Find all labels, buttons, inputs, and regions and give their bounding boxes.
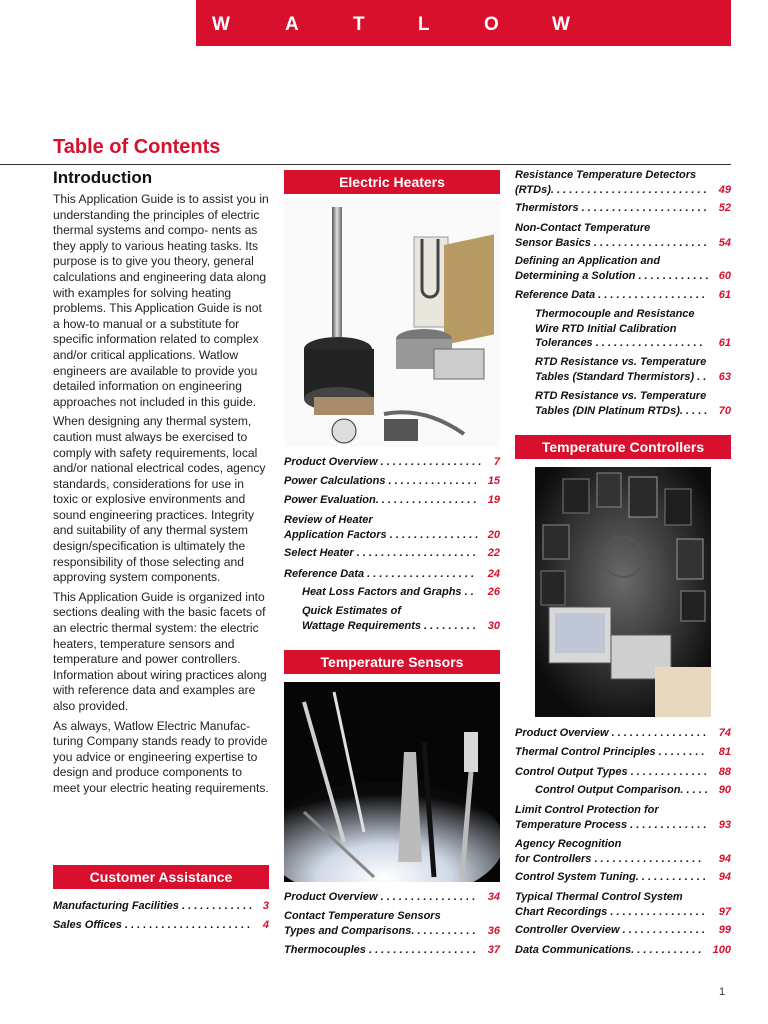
toc-entry[interactable]: Controller Overview . . . . . . . . . . . . . . 99 [515,924,731,936]
toc-entry[interactable]: Control Output Comparison. . . . . 90 [535,784,731,796]
toc-entry[interactable]: Select Heater . . . . . . . . . . . . . . . . . . . . 22 [284,547,500,559]
toc-entry[interactable]: Contact Temperature Sensors Types and Comparisons. . . . . . . . . . . 36 [284,910,500,937]
toc-entry[interactable]: Manufacturing Facilities . . . . . . . . . . . . 3 [53,900,269,912]
toc-entry[interactable]: Product Overview . . . . . . . . . . . . . . . . . 7 [284,456,500,468]
toc-entry[interactable]: Thermistors . . . . . . . . . . . . . . . . . . . . . 52 [515,202,731,214]
brand-letter: A [285,14,299,35]
toc-entry[interactable]: Limit Control Protection for Temperature Process . . . . . . . . . . . . . 93 [515,804,731,831]
toc-entry[interactable]: RTD Resistance vs. Temperature Tables (DIN Platinum RTDs). . . . . 70 [535,390,731,417]
brand-letter: W [552,14,570,35]
toc-entry[interactable]: RTD Resistance vs. Temperature Tables (Standard Thermistors) . . 63 [535,356,731,383]
temperature-sensors-photo [284,682,500,882]
brand-letter: L [418,14,430,35]
toc-entry[interactable]: Review of Heater Application Factors . . . . . . . . . . . . . . . 20 [284,514,500,541]
intro-paragraph: When designing any thermal system, caution must always be exercised to comply with safety requirements, local and/or national electrical codes, agency standards, considerations for use in toxic or explosive environments and sound engineering practices. Integrity and suitability of any thermal system design/specification is ultimately the responsibility of those selecting and approving system components. [53,414,266,585]
toc-entry[interactable]: Power Calculations . . . . . . . . . . . . . . . 15 [284,475,500,487]
toc-entry[interactable]: Product Overview . . . . . . . . . . . . . . . . 34 [284,891,500,903]
toc-entry[interactable]: Resistance Temperature Detectors (RTDs). . . . . . . . . . . . . . . . . . . . . . . . . . 49 [515,169,731,196]
electric-heaters-photo [284,199,500,447]
title-divider [0,164,731,165]
temperature-controllers-photo [535,467,711,717]
intro-text [53,192,271,801]
toc-entry[interactable]: Reference Data . . . . . . . . . . . . . . . . . . 61 [515,289,731,301]
temperature-controllers-header: Temperature Controllers [515,435,731,459]
toc-entry[interactable]: Control System Tuning. . . . . . . . . . . . 94 [515,871,731,883]
toc-entry[interactable]: Thermocouple and Resistance Wire RTD Initial Calibration Tolerances . . . . . . . . . . . . . . . . . . 61 [535,308,731,349]
page-number: 1 [719,986,726,998]
intro-paragraph: As always, Watlow Electric Manufac- turing Company stands ready to provide you advice or engineering expertise to design and produce components to meet your electric heating requirements. [53,718,269,795]
toc-entry[interactable]: Reference Data . . . . . . . . . . . . . . . . . . 24 [284,568,500,580]
toc-entry[interactable]: Defining an Application and Determining a Solution . . . . . . . . . . . . 60 [515,255,731,282]
toc-entry[interactable]: Control Output Types . . . . . . . . . . . . . 88 [515,766,731,778]
customer-assistance-header: Customer Assistance [53,865,269,889]
brand-letter: O [484,14,499,35]
toc-entry[interactable]: Thermocouples . . . . . . . . . . . . . . . . . . 37 [284,944,500,956]
temperature-sensors-header: Temperature Sensors [284,650,500,674]
toc-entry[interactable]: Non-Contact Temperature Sensor Basics . . . . . . . . . . . . . . . . . . . 54 [515,222,731,249]
toc-entry[interactable]: Sales Offices . . . . . . . . . . . . . . . . . . . . . 4 [53,919,269,931]
intro-paragraph: This Application Guide is organized into sections dealing with the basic facets of an electric thermal system: the electric heaters, temperature sensors and temperature and power controllers. Information about wiring practices along with reference data and examples are also provided. [53,589,267,713]
toc-entry[interactable]: Agency Recognition for Controllers . . . . . . . . . . . . . . . . . . 94 [515,838,731,865]
toc-entry[interactable]: Heat Loss Factors and Graphs . . 26 [302,586,500,598]
toc-entry[interactable]: Power Evaluation. . . . . . . . . . . . . . . . . 19 [284,494,500,506]
toc-entry[interactable]: Data Communications. . . . . . . . . . . . 100 [515,944,731,956]
intro-paragraph: This Application Guide is to assist you in understanding the principles of electric thermal systems and compo- nents as they apply to various heating tasks. Its purpose is to give you theory, general calculations and engineering data along with examples for solving heating problems. This Application Guide is not a how-to manual or a substitute for specific information related to complex and/or critical applications. Watlow engineers are available to provide you detailed information on engineering approaches not included in this guide. [53,192,269,409]
brand-letter: W [212,14,230,35]
brand-bar [196,0,731,46]
intro-heading: Introduction [53,168,153,187]
toc-entry[interactable]: Typical Thermal Control System Chart Recordings . . . . . . . . . . . . . . . . 97 [515,891,731,918]
electric-heaters-header: Electric Heaters [284,170,500,194]
page-title: Table of Contents [53,136,221,158]
toc-entry[interactable]: Thermal Control Principles . . . . . . . . 81 [515,746,731,758]
toc-entry[interactable]: Quick Estimates of Wattage Requirements . . . . . . . . . 30 [302,605,500,632]
toc-entry[interactable]: Product Overview . . . . . . . . . . . . . . . . 74 [515,727,731,739]
brand-letter: T [353,14,365,35]
